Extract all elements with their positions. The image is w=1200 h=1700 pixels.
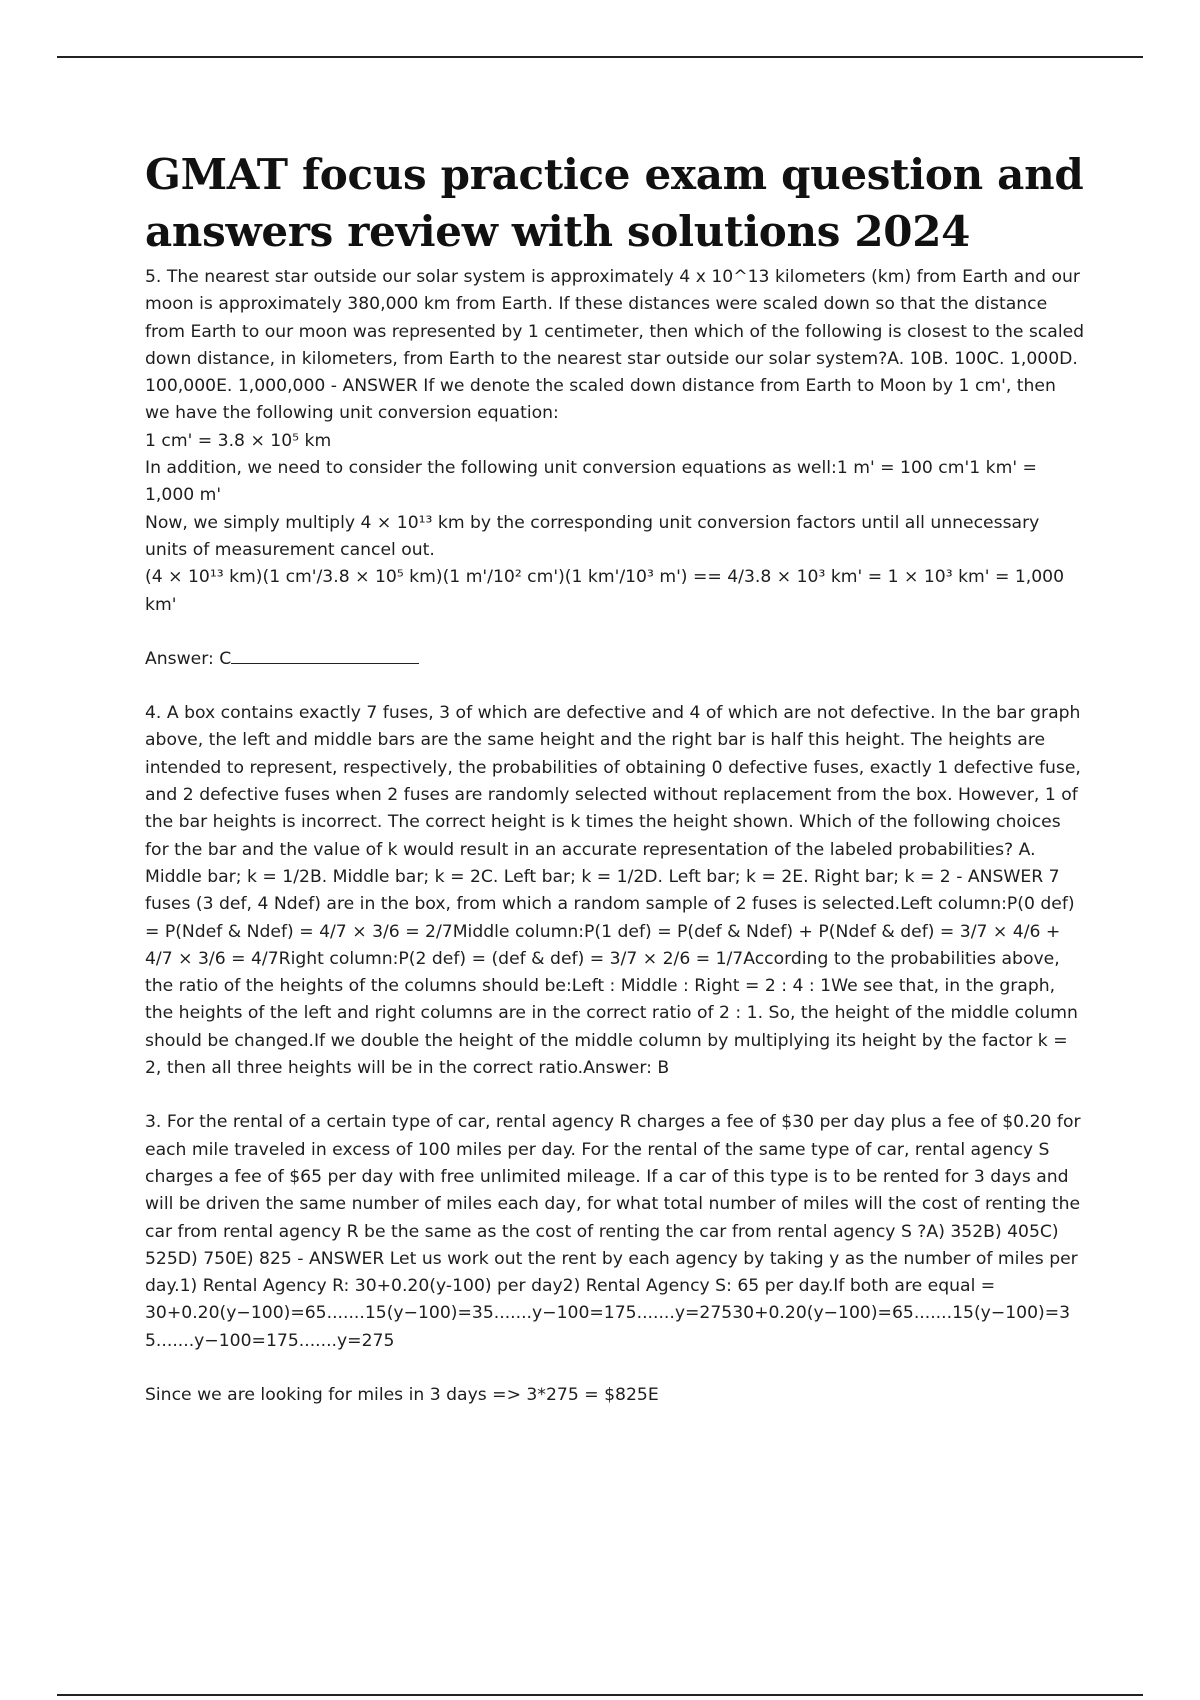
spacer <box>145 1355 1085 1382</box>
bottom-rule <box>57 1694 1143 1696</box>
q5-additional-conversions: In addition, we need to consider the following unit conversion equations as well:1 m' = 100 cm'1 km' = 1,000 m' <box>145 458 1037 506</box>
q5-multiply-instruction: Now, we simply multiply 4 × 10¹³ km by the corresponding unit conversion factors until all unnecessary units of measurement cancel out. <box>145 512 1040 560</box>
spacer <box>145 673 1085 700</box>
spacer <box>145 1082 1085 1109</box>
q3-conclusion: Since we are looking for miles in 3 days => 3*275 = $825E <box>145 1384 659 1405</box>
q4-text: 4. A box contains exactly 7 fuses, 3 of which are defective and 4 of which are not defective. In the bar graph above, the left and middle bars are the same height and the right bar is half this height. The heights are intended to represent, respectively, the probabilities of obtaining 0 defective fuses, exactly 1 defective fuse, and 2 defective fuses when 2 fuses are randomly selected without replacement from the box. However, 1 of the bar heights is incorrect. The correct height is k times the height shown. Which of the following choices for the bar and the value of k would result in an accurate representation of the labeled probabilities? A. Middle bar; k = 1/2B. Middle bar; k = 2C. Left bar; k = 1/2D. Left bar; k = 2E. Right bar; k = 2 - ANSWER 7 fuses (3 def, 4 Ndef) are in the box, from which a random sample of 2 fuses is selected.Left column:P(0 def) = P(Ndef & Ndef) = 4/7 × 3/6 = 2/7Middle column:P(1 def) = P(def & Ndef) + P(Ndef & def) = 3/7 × 4/6 + 4/7 × 3/6 = 4/7Right column:P(2 def) = (def & def) = 3/7 × 2/6 = 1/7According to the probabilities above, the ratio of the heights of the columns should be:Left : Middle : Right = 2 : 4 : 1We see that, in the graph, the heights of the left and right columns are in the correct ratio of 2 : 1. So, the height of the middle column should be changed.If we double the height of the middle column by multiplying its height by the factor k = 2, then all three heights will be in the correct ratio.Answer: B <box>145 703 1081 1079</box>
q5-conversion-line: 1 cm' = 3.8 × 10⁵ km <box>145 430 332 451</box>
answer-underline <box>231 647 419 664</box>
top-rule <box>57 56 1143 58</box>
q5-answer-row <box>145 646 1085 673</box>
q5-question: 5. The nearest star outside our solar system is approximately 4 x 10^13 kilometers (km) from Earth and our moon is approximately 380,000 km from Earth. If these distances were scaled down so that the distance from Earth to our moon was represented by 1 centimeter, then which of the following is closest to the scaled down distance, in kilometers, from Earth to the nearest star outside our solar system?A. 10B. 100C. 1,000D. 100,000E. 1,000,000 - ANSWER If we denote the scaled down distance from Earth to Moon by 1 cm', then we have the following unit conversion equation: <box>145 267 1085 424</box>
document-title: GMAT focus practice exam question and answers review with solutions 2024 <box>145 150 1084 256</box>
q3-text: 3. For the rental of a certain type of car, rental agency R charges a fee of $30 per day plus a fee of $0.20 for each mile traveled in excess of 100 miles per day. For the rental of the same type of car, rental agency S charges a fee of $65 per day with free unlimited mileage. If a car of this type is to be rented for 3 days and will be driven the same number of miles each day, for what total number of miles will the cost of renting the car from rental agency R be the same as the cost of renting the car from rental agency S ?A) 352B) 405C) 525D) 750E) 825 - ANSWER Let us work out the rent by each agency by taking y as the number of miles per day.1) Rental Agency R: 30+0.20(y-100) per day2) Rental Agency S: 65 per day.If both are equal = <box>145 1112 1081 1297</box>
q5-answer: Answer: C <box>145 648 232 669</box>
q3-equation: 30+0.20(y−100)=65.......15(y−100)=35.......y−100=175.......y=27530+0.20(y−100)=65.......15(y−100)=35.......y−100=175.......y=275 <box>145 1303 1071 1351</box>
q5-calculation: (4 × 10¹³ km)(1 cm'/3.8 × 10⁵ km)(1 m'/10² cm')(1 km'/10³ m') == 4/3.8 × 10³ km' = 1 × 10³ km' = 1,000 km' <box>145 567 1065 615</box>
document-body <box>145 146 1085 1409</box>
spacer <box>145 619 1085 646</box>
